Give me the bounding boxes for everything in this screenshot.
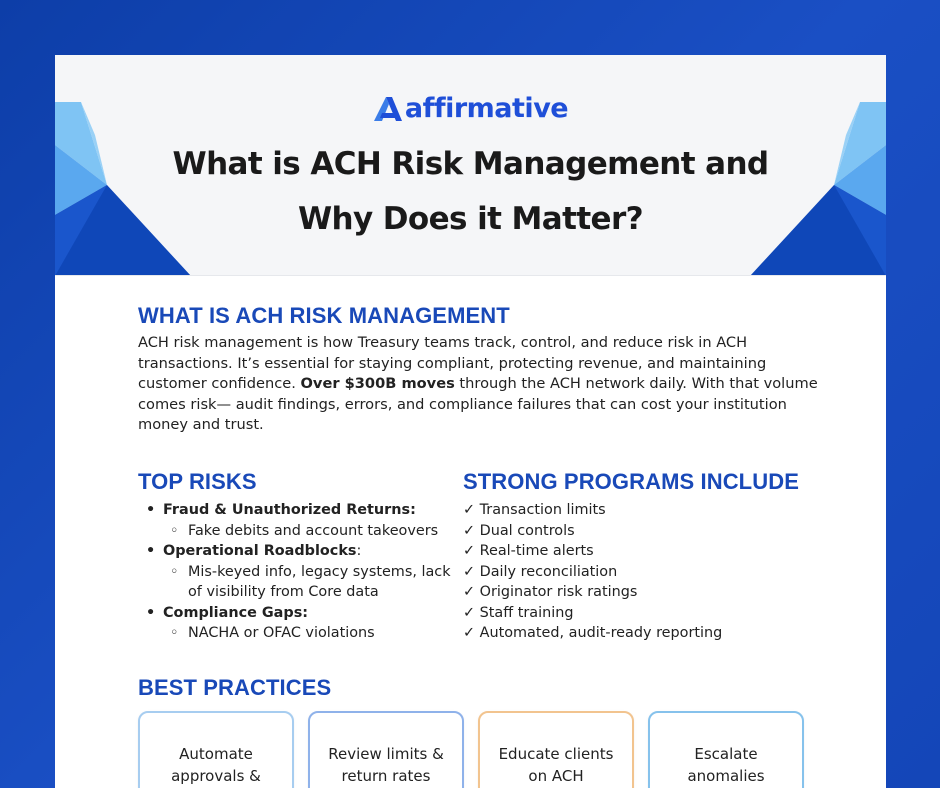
practice-card [478, 711, 634, 788]
practice-card-line: Educate clients [498, 745, 614, 763]
risk-label-suffix: : [356, 543, 362, 559]
risk-subitem: ◦ Mis-keyed info, legacy systems, lack of visibility from Core data [163, 562, 468, 603]
practice-card-line: anomalies [687, 767, 765, 785]
risk-item [138, 500, 468, 541]
practice-card-line: Escalate [694, 745, 758, 763]
practice-card [138, 711, 294, 788]
what-heading: WHAT IS ACH RISK MANAGEMENT [138, 303, 510, 328]
risk-subitem: ◦ NACHA or OFAC violations [163, 623, 468, 644]
program-item: ✓ Daily reconciliation [463, 563, 618, 580]
top-risks-heading: TOP RISKS [138, 469, 257, 494]
best-practices-section [138, 675, 818, 701]
risk-item [138, 603, 468, 644]
risk-sublist [163, 623, 468, 644]
title-line-2: Why Does it Matter? [297, 201, 644, 237]
risk-item [138, 541, 468, 603]
brand-logo [55, 93, 886, 124]
what-paragraph-bold: Over $300B moves [300, 375, 455, 392]
strong-programs-heading: STRONG PROGRAMS INCLUDE [463, 469, 799, 494]
title-line-1: What is ACH Risk Management and [172, 146, 769, 182]
practice-card-line: on ACH [528, 767, 584, 785]
practice-card [308, 711, 464, 788]
program-item: ✓ Real-time alerts [463, 543, 594, 559]
what-section [138, 303, 818, 436]
risk-sublist [163, 521, 468, 542]
practice-card-line: Automate [179, 745, 253, 763]
best-practices-cards [138, 711, 804, 788]
risk-label: Compliance Gaps: [163, 604, 309, 621]
practice-card [648, 711, 804, 788]
what-paragraph [138, 333, 818, 436]
program-item: ✓ Originator risk ratings [463, 584, 638, 600]
page-title [115, 137, 826, 247]
program-item: ✓ Staff training [463, 604, 574, 621]
program-item: ✓ Dual controls [463, 522, 575, 539]
what-paragraph-end: through the ACH network daily. With that volume comes risk— audit findings, errors, and compliance failures that can cost your institution money and trust. [138, 375, 818, 433]
brand-name: affirmative [404, 93, 569, 124]
affirmative-logo-icon [373, 96, 403, 122]
strong-programs-section [463, 469, 823, 644]
top-risks-section [138, 469, 468, 644]
program-item: ✓ Transaction limits [463, 502, 606, 518]
risk-sublist [163, 562, 468, 603]
strong-programs-list [463, 500, 823, 644]
header-banner [55, 55, 886, 276]
what-paragraph-start: ACH risk management is how Treasury teams track, control, and reduce risk in ACH transactions. It’s essential for staying compliant, protecting revenue, and maintaining customer confidence. [138, 334, 767, 392]
practice-card-line: Review limits & [328, 745, 444, 763]
program-item: ✓ Automated, audit-ready reporting [463, 625, 723, 641]
risk-subitem: ◦ Fake debits and account takeovers [163, 521, 468, 542]
risk-label: Operational Roadblocks [163, 543, 357, 559]
practice-card-line: approvals & [171, 767, 261, 785]
risk-label: Fraud & Unauthorized Returns: [163, 502, 416, 518]
best-practices-heading: BEST PRACTICES [138, 675, 332, 700]
top-risks-list [138, 500, 468, 644]
practice-card-line: return rates [341, 767, 431, 785]
